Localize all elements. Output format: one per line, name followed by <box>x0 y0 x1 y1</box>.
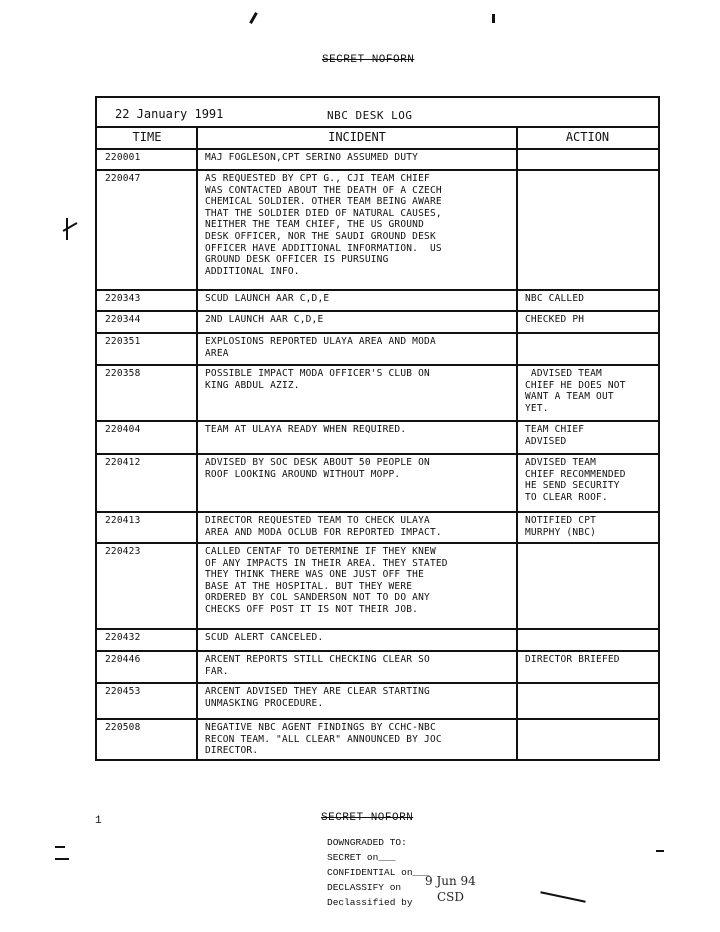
classification-bottom-text: SECRET NOFORN <box>321 812 414 824</box>
row-incident: 2ND LAUNCH AAR C,D,E <box>205 314 324 325</box>
row-action: ADVISED TEAM CHIEF HE DOES NOT WANT A TEAM OUT YET. <box>525 368 626 414</box>
row-incident: DIRECTOR REQUESTED TEAM TO CHECK ULAYA AREA AND MODA OCLUB FOR REPORTED IMPACT. <box>205 515 442 538</box>
column-header-action: ACTION <box>517 126 658 150</box>
page-number: 1 <box>95 815 102 827</box>
table-row <box>97 684 658 720</box>
row-incident: ARCENT ADVISED THEY ARE CLEAR STARTING UNMASKING PROCEDURE. <box>205 686 430 709</box>
handwritten-declassify-date: 9 Jun 94 <box>425 874 476 888</box>
table-row <box>97 171 658 291</box>
row-time: 220413 <box>105 515 141 526</box>
row-action: ADVISED TEAM CHIEF RECOMMENDED HE SEND SECURITY TO CLEAR ROOF. <box>525 457 626 503</box>
row-time: 220344 <box>105 314 141 325</box>
downgrade-stamp: DOWNGRADED TO: SECRET on___ CONFIDENTIAL on___ DECLASSIFY on Declassified by <box>327 837 430 908</box>
table-row <box>97 513 658 544</box>
classification-bottom <box>321 812 413 824</box>
row-action: CHECKED PH <box>525 314 585 325</box>
margin-mark <box>66 218 68 240</box>
row-time: 220508 <box>105 722 141 733</box>
table-row <box>97 150 658 171</box>
row-incident: SCUD ALERT CANCELED. <box>205 632 324 643</box>
table-row <box>97 334 658 366</box>
row-time: 220351 <box>105 336 141 347</box>
classification-top-text: SECRET NOFORN <box>322 54 415 66</box>
log-header <box>97 98 658 128</box>
row-incident: EXPLOSIONS REPORTED ULAYA AREA AND MODA AREA <box>205 336 436 359</box>
table-row <box>97 312 658 334</box>
row-action: NOTIFIED CPT MURPHY (NBC) <box>525 515 597 538</box>
row-time: 220446 <box>105 654 141 665</box>
row-incident: AS REQUESTED BY CPT G., CJI TEAM CHIEF WAS CONTACTED ABOUT THE DEATH OF A CZECH CHEMICAL SOLDIER. OTHER TEAM BEING AWARE THAT THE SOLDIER DIED OF NATURAL CAUSES, NEITHER THE TEAM CHIEF, THE US GROUND DESK OFFICER, NOR THE SAUDI GROUND DESK OFFICER HAVE ADDITIONAL INFORMATION. US GROUND DESK OFFICER IS PURSUING ADDITIONAL INFO. <box>205 173 442 277</box>
table-row <box>97 366 658 422</box>
row-time: 220404 <box>105 424 141 435</box>
table-row <box>97 422 658 455</box>
margin-mark <box>55 846 65 848</box>
table-row <box>97 455 658 513</box>
row-incident: ARCENT REPORTS STILL CHECKING CLEAR SO FAR. <box>205 654 430 677</box>
table-row <box>97 291 658 312</box>
table-row <box>97 652 658 684</box>
row-incident: MAJ FOGLESON,CPT SERINO ASSUMED DUTY <box>205 152 419 163</box>
handwritten-declassified-by: CSD <box>437 890 465 904</box>
column-header-incident: INCIDENT <box>197 126 517 150</box>
row-incident: SCUD LAUNCH AAR C,D,E <box>205 293 330 304</box>
row-time: 220453 <box>105 686 141 697</box>
row-action: NBC CALLED <box>525 293 585 304</box>
log-title: NBC DESK LOG <box>327 109 413 122</box>
row-action: TEAM CHIEF ADVISED <box>525 424 585 447</box>
row-time: 220047 <box>105 173 141 184</box>
margin-mark <box>63 222 78 232</box>
margin-mark <box>55 858 69 860</box>
row-incident: ADVISED BY SOC DESK ABOUT 50 PEOPLE ON ROOF LOOKING AROUND WITHOUT MOPP. <box>205 457 430 480</box>
table-row <box>97 630 658 652</box>
row-time: 220412 <box>105 457 141 468</box>
row-incident: POSSIBLE IMPACT MODA OFFICER'S CLUB ON KING ABDUL AZIZ. <box>205 368 430 391</box>
nbc-desk-log-table <box>95 96 660 761</box>
scan-speck <box>249 12 258 24</box>
signature-stroke <box>540 891 585 903</box>
scan-speck <box>492 14 495 23</box>
log-date: 22 January 1991 <box>115 107 224 121</box>
row-time: 220343 <box>105 293 141 304</box>
row-incident: CALLED CENTAF TO DETERMINE IF THEY KNEW OF ANY IMPACTS IN THEIR AREA. THEY STATED THEY THINK THERE WAS ONE JUST OFF THE BASE AT THE HOSPITAL. BUT THEY WERE ORDERED BY COL SANDERSON NOT TO DO ANY CHECKS OFF POST IT IS NOT THEIR JOB. <box>205 546 448 615</box>
row-time: 220358 <box>105 368 141 379</box>
column-header-time: TIME <box>97 126 197 150</box>
table-row <box>97 720 658 761</box>
row-time: 220432 <box>105 632 141 643</box>
classification-top <box>322 54 414 66</box>
row-action: DIRECTOR BRIEFED <box>525 654 620 665</box>
log-rows <box>97 150 658 759</box>
row-time: 220423 <box>105 546 141 557</box>
row-incident: TEAM AT ULAYA READY WHEN REQUIRED. <box>205 424 407 435</box>
row-time: 220001 <box>105 152 141 163</box>
margin-mark <box>656 850 664 852</box>
row-incident: NEGATIVE NBC AGENT FINDINGS BY CCHC-NBC RECON TEAM. "ALL CLEAR" ANNOUNCED BY JOC DIRECTOR. <box>205 722 442 757</box>
table-row <box>97 544 658 630</box>
